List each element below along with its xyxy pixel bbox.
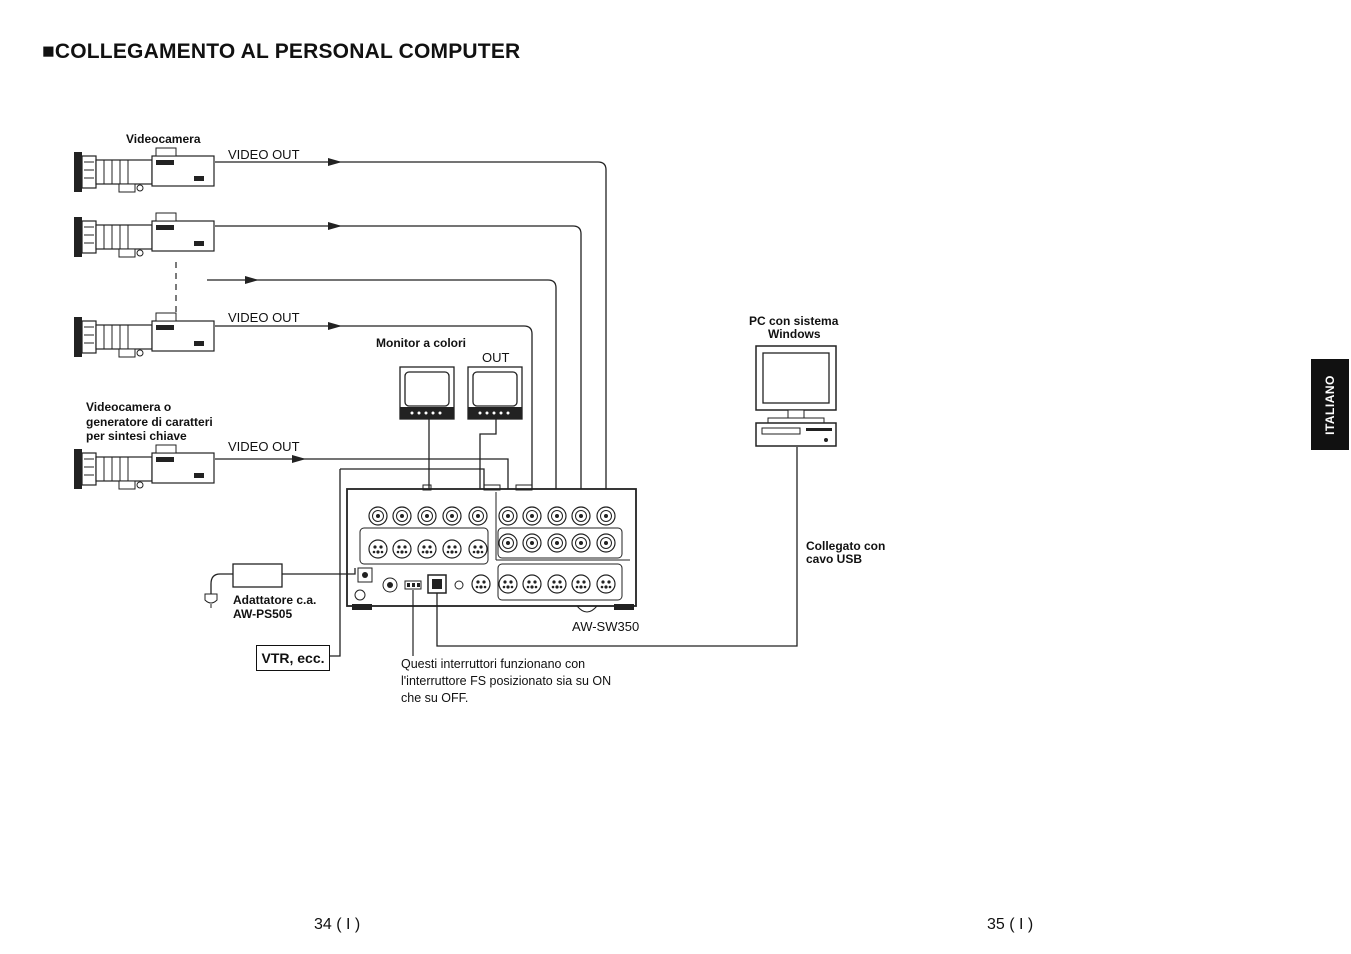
note-line-1: Questi interruttori funzionano con — [401, 657, 586, 671]
language-tab — [1311, 359, 1349, 450]
camera-2 — [74, 213, 214, 257]
page-title: ■COLLEGAMENTO AL PERSONAL COMPUTER — [42, 40, 521, 63]
label-pc-2: Windows — [768, 327, 821, 341]
page-number-left: 34 ( I ) — [314, 916, 361, 933]
label-keyer-1: Videocamera o — [86, 400, 172, 414]
label-out: OUT — [482, 350, 510, 365]
label-video-out-2: VIDEO OUT — [228, 310, 300, 325]
pc — [756, 346, 836, 446]
label-adapter-2: AW-PS505 — [233, 607, 293, 621]
monitor-2 — [468, 367, 522, 419]
camera-1 — [74, 148, 214, 192]
label-monitor: Monitor a colori — [376, 336, 466, 350]
label-usb-2: cavo USB — [806, 552, 863, 566]
note-line-2: l'interruttore FS posizionato sia su ON — [401, 674, 612, 688]
label-switcher: AW-SW350 — [572, 619, 640, 634]
label-keyer-2: generatore di caratteri — [86, 415, 213, 429]
vtr-box: VTR, ecc. — [256, 645, 330, 671]
label-adapter-1: Adattatore c.a. — [233, 593, 317, 607]
camera-3 — [74, 313, 214, 357]
language-label: ITALIANO — [1323, 374, 1337, 435]
page-number-right: 35 ( I ) — [987, 916, 1034, 933]
label-videocamera: Videocamera — [126, 132, 201, 146]
label-video-out-3: VIDEO OUT — [228, 439, 300, 454]
camera-keyer — [74, 445, 214, 489]
switch-note — [401, 656, 611, 707]
note-line-3: che su OFF. — [401, 691, 469, 705]
monitor-1 — [400, 367, 454, 419]
switcher-unit — [347, 485, 636, 612]
label-usb-1: Collegato con — [806, 539, 886, 553]
label-keyer-3: per sintesi chiave — [86, 429, 187, 443]
label-video-out-1: VIDEO OUT — [228, 147, 300, 162]
label-pc-1: PC con sistema — [749, 314, 839, 328]
